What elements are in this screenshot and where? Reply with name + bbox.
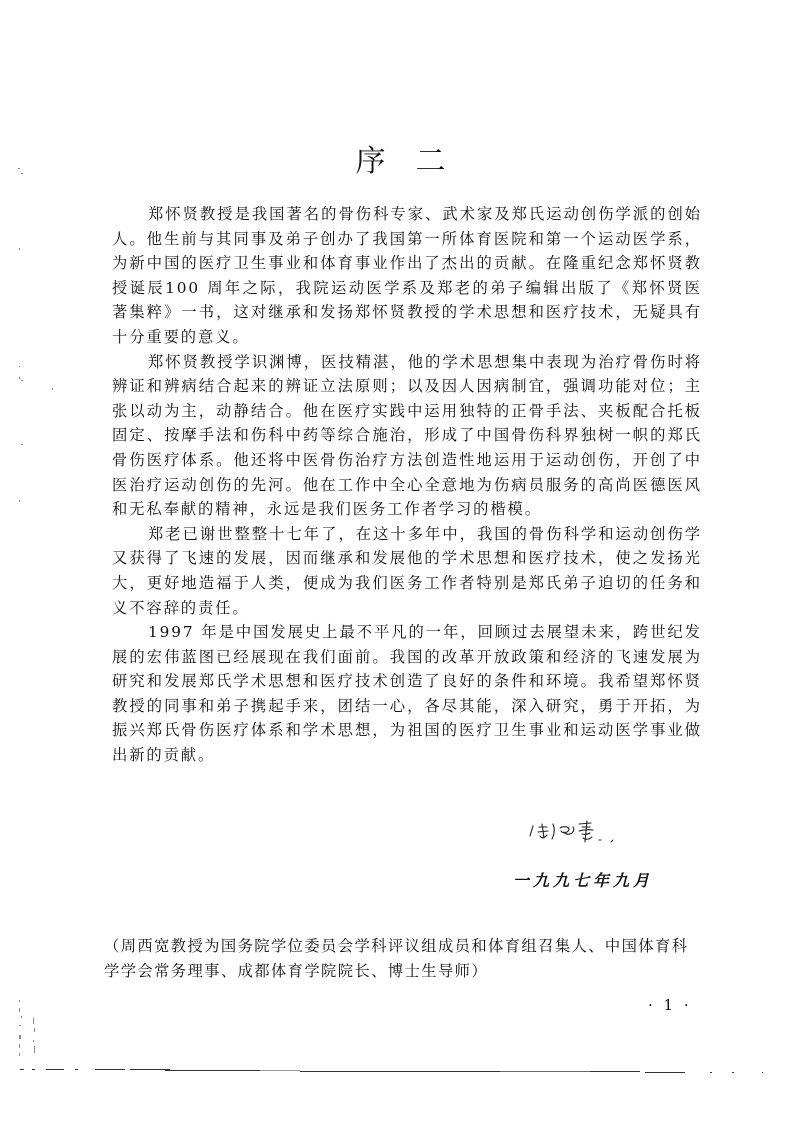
signature-scribble-icon xyxy=(527,818,667,848)
handwritten-signature xyxy=(527,818,667,848)
paragraph-4: 1997 年是中国发展史上最不平凡的一年，回顾过去展望未来，跨世纪发展的宏伟蓝图已经展现在我们面前。我国的改革开放政策和经济的飞速发展为研究和发展郑氏学术思想和医疗技术创造了良好的条件和环境。我希望郑怀贤教授的同事和弟子携起手来，团结一心，各尽其能，深入研究，勇于开拓，为振兴郑氏骨伤医疗体系和学术思想，为祖国的医疗卫生事业和运动医学事业做出新的贡献。 xyxy=(112,623,702,765)
preface-body xyxy=(112,202,702,768)
paragraph-3: 郑老已谢世整整十七年了，在这十多年中，我国的骨伤科学和运动创伤学又获得了飞速的发展，因而继承和发展他的学术思想和医疗技术，使之发扬光大，更好地造福于人类，便成为我们医务工作者特别是郑氏弟子迫切的任务和义不容辞的责任。 xyxy=(112,524,702,617)
paragraph-1: 郑怀贤教授是我国著名的骨伤科专家、武术家及郑氏运动创伤学派的创始人。他生前与其同事及弟子创办了我国第一所体育医院和第一个运动医学系，为新中国的医疗卫生事业和体育事业作出了杰出的贡献。在隆重纪念郑怀贤教授诞辰100 周年之际，我院运动医学系及郑老的弟子编辑出版了《郑怀贤医著集粹》一书，这对继承和发扬郑怀贤教授的学术思想和医疗技术，无疑具有十分重要的意义。 xyxy=(112,205,702,346)
author-footnote: （周西宽教授为国务院学位委员会学科评议组成员和体育组召集人、中国体育科学学会常务理事、成都体育学院院长、博士生导师） xyxy=(104,937,689,980)
scan-edge-line xyxy=(20,1068,780,1074)
page-number: · 1 · xyxy=(648,996,692,1014)
date-line: 一九九七年九月 xyxy=(513,871,654,890)
page-title: 序二 xyxy=(355,144,476,179)
paragraph-2: 郑怀贤教授学识渊博，医技精湛，他的学术思想集中表现为治疗骨伤时将辨证和辨病结合起来的辨证立法原则；以及因人因病制宜，强调功能对位；主张以动为主，动静结合。他在医疗实践中运用独特的正骨手法、夹板配合托板固定、按摩手法和伤科中药等综合施治，形成了中国骨伤科界独树一帜的郑氏骨伤医疗体系。他还将中医骨伤治疗方法创造性地运用于运动创伤，开创了中医治疗运动创伤的先河。他在工作中全心全意地为伤病员服务的高尚医德医风和无私奉献的精神，永远是我们医务工作者学习的楷模。 xyxy=(112,352,702,519)
scan-noise-margin xyxy=(0,0,60,1122)
